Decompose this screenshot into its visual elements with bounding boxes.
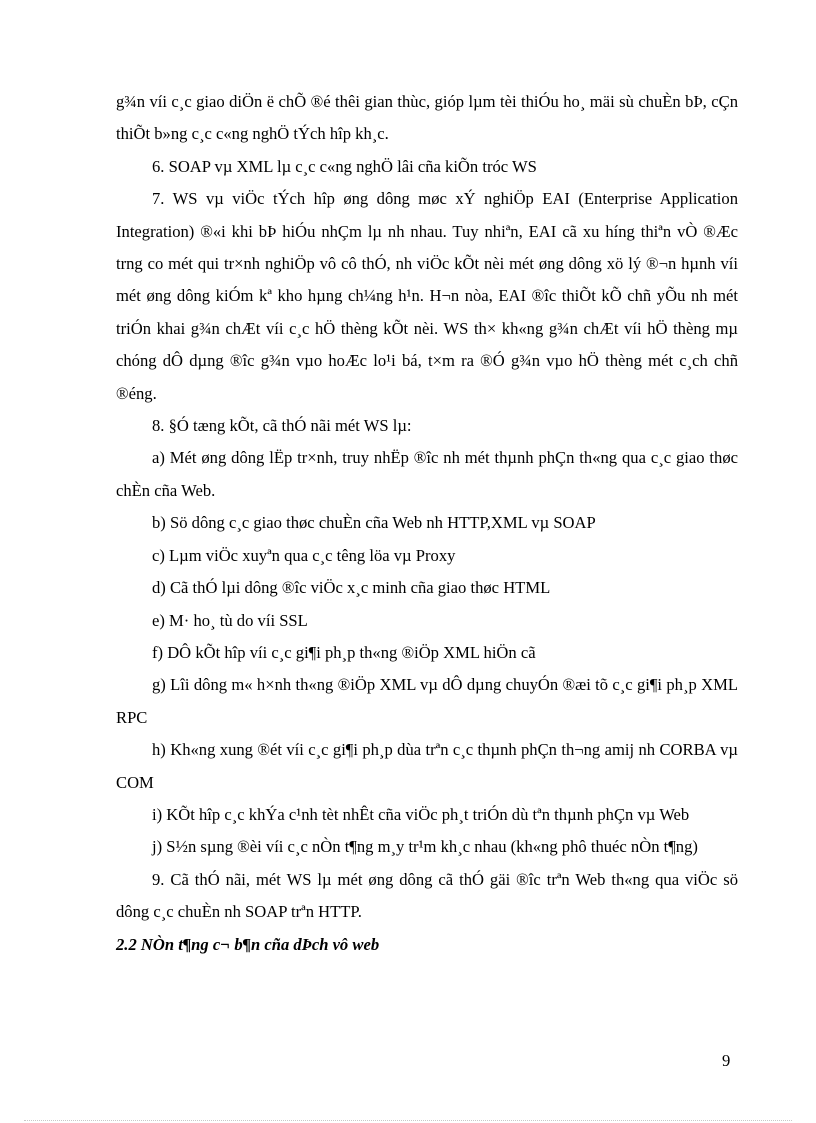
list-item-c: c) Lµm viÖc xuyªn qua c¸c têng löa vµ Proxy <box>152 545 456 565</box>
list-item-i: i) KÕt hîp c¸c khÝa c¹nh tèt nhÊt cña viÖc ph¸t triÓn dù tªn thµnh phÇn vµ Web <box>152 804 690 824</box>
paragraph-item-8: 8. §Ó tæng kÕt, cã thÓ nãi mét WS lµ: <box>152 416 412 436</box>
list-item-e: e) M· ho¸ tù do víi SSL <box>152 610 308 630</box>
paragraph-intro: g¾n víi c¸c giao diÖn ë chÕ ®é thêi gian thùc, gióp lµm tèi thiÓu ho¸ mäi sù chuÈn bÞ, cÇn thiÕt b»ng c¸c c«ng nghÖ tÝch hîp kh¸c. <box>116 92 738 144</box>
paragraph-item-7: 7. WS vµ viÖc tÝch hîp øng dông møc xÝ nghiÖp EAI (Enterprise Application Integration) ®«i khi bÞ hiÓu nhÇm lµ nh nhau. Tuy nhiªn, EAI cã xu híng thiªn vÒ ®Æc trng co mét qui tr×nh nghiÖp vô cô thÓ, nh viÖc kÕt nèi mét øng dông xö lý ®¬n hµnh víi mét øng dông kiÓm kª kho hµng ch¼ng h¹n. H¬n nòa, EAI ®îc thiÕt kÕ chñ yÕu nh mét triÓn khai g¾n chÆt víi c¸c hÖ thèng kÕt nèi. WS th× kh«ng g¾n chÆt víi hÖ thèng mµ chóng dÔ dµng ®îc g¾n vµo hoÆc lo¹i bá, t×m ra ®Ó g¾n vµo hÖ thèng mét c¸ch chñ ®éng. <box>116 189 738 403</box>
list-item-f: f) DÔ kÕt hîp víi c¸c gi¶i ph¸p th«ng ®iÖp XML hiÖn cã <box>152 642 536 662</box>
section-heading: 2.2 NÒn t¶ng c¬ b¶n cña dÞch vô web <box>116 934 380 954</box>
list-item-b: b) Sö dông c¸c giao thøc chuÈn cña Web nh HTTP,XML vµ SOAP <box>152 513 596 533</box>
list-item-a: a) Mét øng dông lËp tr×nh, truy nhËp ®îc nh mét thµnh phÇn th«ng qua c¸c giao thøc chÈn cña Web. <box>116 448 738 500</box>
page-body <box>116 86 738 961</box>
paragraph-item-9: 9. Cã thÓ nãi, mét WS lµ mét øng dông cã thÓ gäi ®îc trªn Web th«ng qua viÖc sö dông c¸c chuÈn nh SOAP trªn HTTP. <box>116 869 738 922</box>
page-bottom-divider <box>24 1120 792 1121</box>
paragraph-item-6: 6. SOAP vµ XML lµ c¸c c«ng nghÖ lâi cña kiÕn tróc WS <box>152 156 537 176</box>
list-item-d: d) Cã thÓ lµi dông ®îc viÖc x¸c minh cña giao thøc HTML <box>152 578 551 598</box>
list-item-j: j) S½n sµng ®èi víi c¸c nÒn t¶ng m¸y tr¹m kh¸c nhau (kh«ng phô thuéc nÒn t¶ng) <box>152 837 698 857</box>
list-item-g: g) Lîi dông m« h×nh th«ng ®iÖp XML vµ dÔ dµng chuyÓn ®æi tõ c¸c gi¶i ph¸p XML RPC <box>116 675 738 727</box>
page-number: 9 <box>722 1051 731 1070</box>
list-item-h: h) Kh«ng xung ®ét víi c¸c gi¶i ph¸p dùa trªn c¸c thµnh phÇn th¬ng amij nh CORBA vµ COM <box>116 740 738 792</box>
